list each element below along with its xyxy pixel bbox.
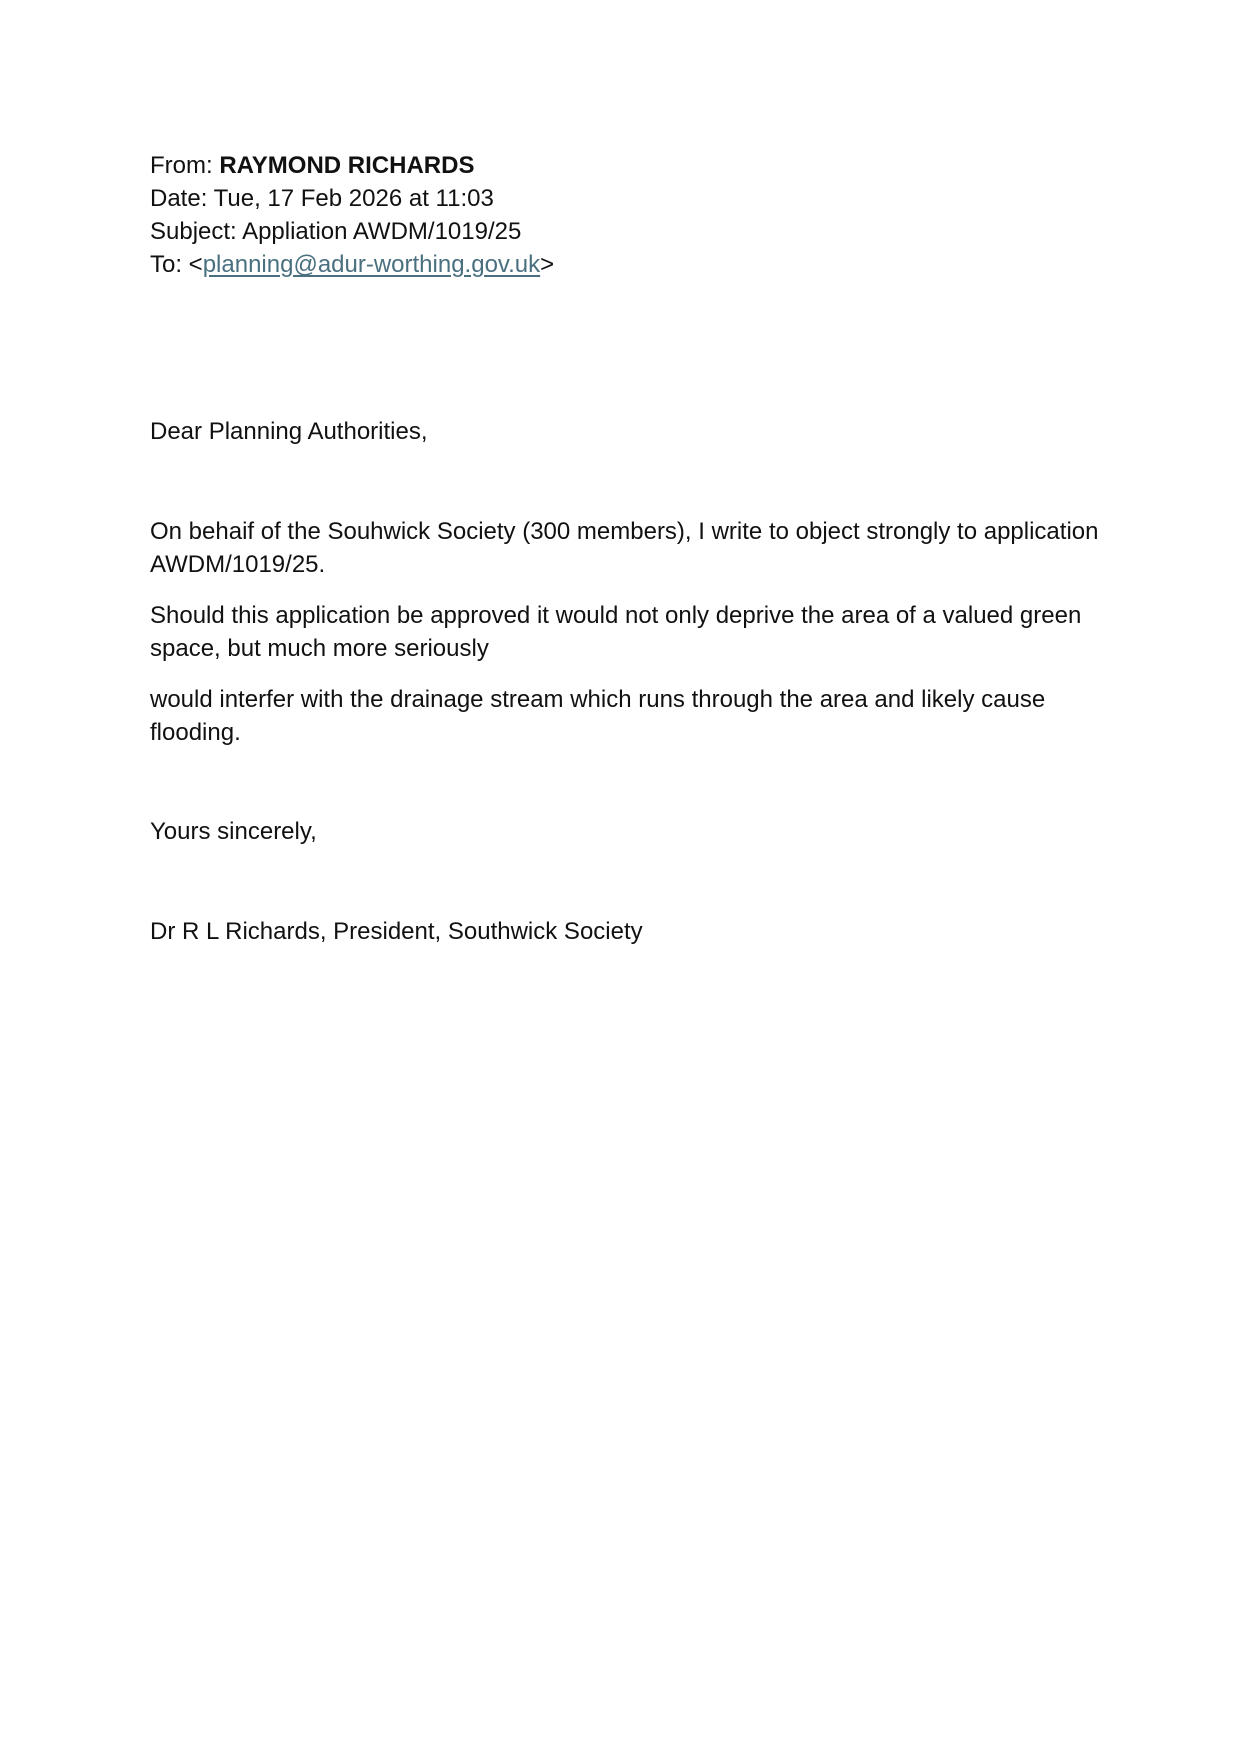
paragraph-flooding: would interfer with the drainage stream which runs through the area and likely cause flooding.: [150, 686, 1046, 746]
signature: Dr R L Richards, President, Southwick Society: [150, 918, 643, 945]
greeting: Dear Planning Authorities,: [150, 418, 428, 445]
to-label: To: <: [150, 251, 203, 278]
email-header: [150, 149, 1100, 281]
closing: Yours sincerely,: [150, 818, 317, 845]
subject-line: Subject: Appliation AWDM/1019/25: [150, 218, 522, 245]
from-label: From:: [150, 152, 220, 179]
paragraph-objection: On behaif of the Souhwick Society (300 members), I write to object strongly to application AWDM/1019/25.: [150, 518, 1099, 578]
to-close: >: [540, 251, 555, 278]
to-line: [150, 248, 1100, 281]
date-line: Date: Tue, 17 Feb 2026 at 11:03: [150, 185, 494, 212]
from-line: [150, 149, 1100, 182]
to-email-link[interactable]: planning@adur-worthing.gov.uk: [202, 251, 541, 278]
from-name: RAYMOND RICHARDS: [219, 152, 475, 179]
paragraph-green-space: Should this application be approved it would not only deprive the area of a valued green space, but much more seriously: [150, 602, 1082, 662]
